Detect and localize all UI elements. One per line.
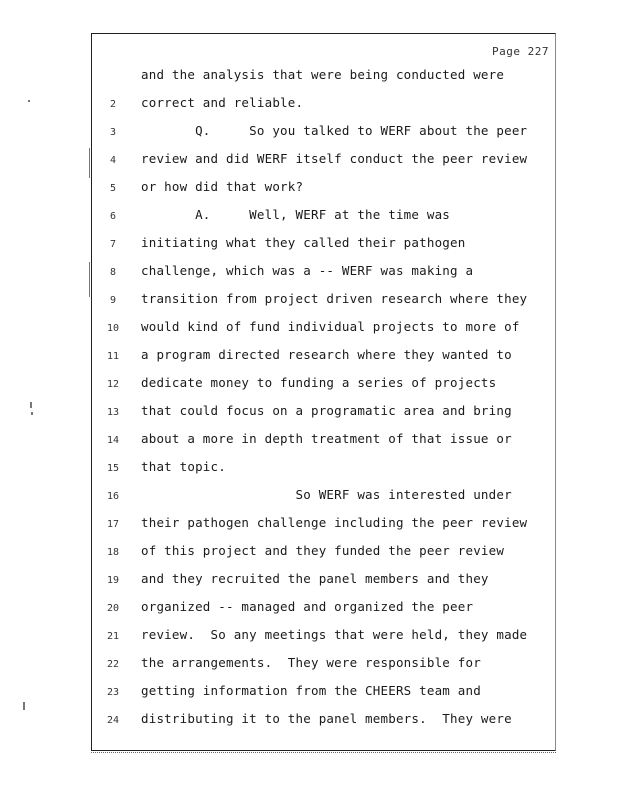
transcript-line	[92, 347, 557, 369]
page-number: Page 227	[492, 45, 549, 58]
transcript-line	[92, 291, 557, 313]
line-number: 11	[106, 351, 120, 362]
line-text: the arrangements. They were responsible for	[141, 655, 481, 670]
line-text: organized -- managed and organized the peer	[141, 599, 474, 614]
line-text: getting information from the CHEERS team and	[141, 683, 481, 698]
line-number: 18	[106, 547, 120, 558]
transcript-line	[92, 459, 557, 481]
transcript-line	[92, 543, 557, 565]
transcript-line	[92, 67, 557, 89]
line-text: distributing it to the panel members. They were	[141, 711, 512, 726]
line-text: that could focus on a programatic area and bring	[141, 403, 512, 418]
line-text: review. So any meetings that were held, they made	[141, 627, 528, 642]
line-text: transition from project driven research where they	[141, 291, 528, 306]
scan-artifact	[31, 412, 33, 415]
transcript-line	[92, 95, 557, 117]
line-number: 15	[106, 463, 120, 474]
line-number: 12	[106, 379, 120, 390]
line-text: and the analysis that were being conducted were	[141, 67, 505, 82]
line-text: of this project and they funded the peer review	[141, 543, 505, 558]
transcript-line	[92, 487, 557, 509]
line-number: 19	[106, 575, 120, 586]
line-text: a program directed research where they wanted to	[141, 347, 512, 362]
transcript-line	[92, 627, 557, 649]
transcript-line	[92, 571, 557, 593]
line-text: dedicate money to funding a series of projects	[141, 375, 497, 390]
transcript-line	[92, 263, 557, 285]
scan-artifact	[30, 402, 32, 408]
footer-rule	[91, 752, 556, 756]
line-number: 9	[109, 295, 117, 306]
transcript-line	[92, 711, 557, 733]
transcript-line	[92, 403, 557, 425]
transcript-page	[91, 33, 556, 751]
transcript-line	[92, 319, 557, 341]
scan-artifact	[23, 702, 25, 710]
line-number: 14	[106, 435, 120, 446]
line-number: 4	[109, 155, 117, 166]
line-number: 21	[106, 631, 120, 642]
line-number: 17	[106, 519, 120, 530]
line-text: Q. So you talked to WERF about the peer	[141, 123, 528, 138]
line-text: A. Well, WERF at the time was	[141, 207, 451, 222]
transcript-line	[92, 207, 557, 229]
transcript-line	[92, 179, 557, 201]
line-text: that topic.	[141, 459, 226, 474]
line-number: 16	[106, 491, 120, 502]
line-text: correct and reliable.	[141, 95, 304, 110]
transcript-line	[92, 375, 557, 397]
line-text: review and did WERF itself conduct the peer review	[141, 151, 528, 166]
line-number: 8	[109, 267, 117, 278]
scan-artifact	[28, 100, 30, 102]
line-number: 20	[106, 603, 120, 614]
transcript-line	[92, 235, 557, 257]
transcript-line	[92, 655, 557, 677]
line-text: about a more in depth treatment of that issue or	[141, 431, 512, 446]
line-number: 13	[106, 407, 120, 418]
transcript-line	[92, 683, 557, 705]
line-number: 23	[106, 687, 120, 698]
transcript-line	[92, 123, 557, 145]
line-number: 7	[109, 239, 117, 250]
scan-artifact	[89, 148, 90, 178]
line-text: So WERF was interested under	[141, 487, 512, 502]
transcript-line	[92, 151, 557, 173]
line-text: or how did that work?	[141, 179, 304, 194]
line-number: 3	[109, 127, 117, 138]
line-number: 10	[106, 323, 120, 334]
line-number: 24	[106, 715, 120, 726]
line-text: their pathogen challenge including the peer review	[141, 515, 528, 530]
line-text: would kind of fund individual projects to more of	[141, 319, 520, 334]
line-number: 2	[109, 99, 117, 110]
transcript-line	[92, 515, 557, 537]
line-number: 22	[106, 659, 120, 670]
line-number: 6	[109, 211, 117, 222]
scan-artifact	[89, 262, 90, 297]
line-text: initiating what they called their pathogen	[141, 235, 466, 250]
line-number: 5	[109, 183, 117, 194]
line-text: challenge, which was a -- WERF was making a	[141, 263, 474, 278]
transcript-line	[92, 599, 557, 621]
line-text: and they recruited the panel members and they	[141, 571, 489, 586]
transcript-line	[92, 431, 557, 453]
